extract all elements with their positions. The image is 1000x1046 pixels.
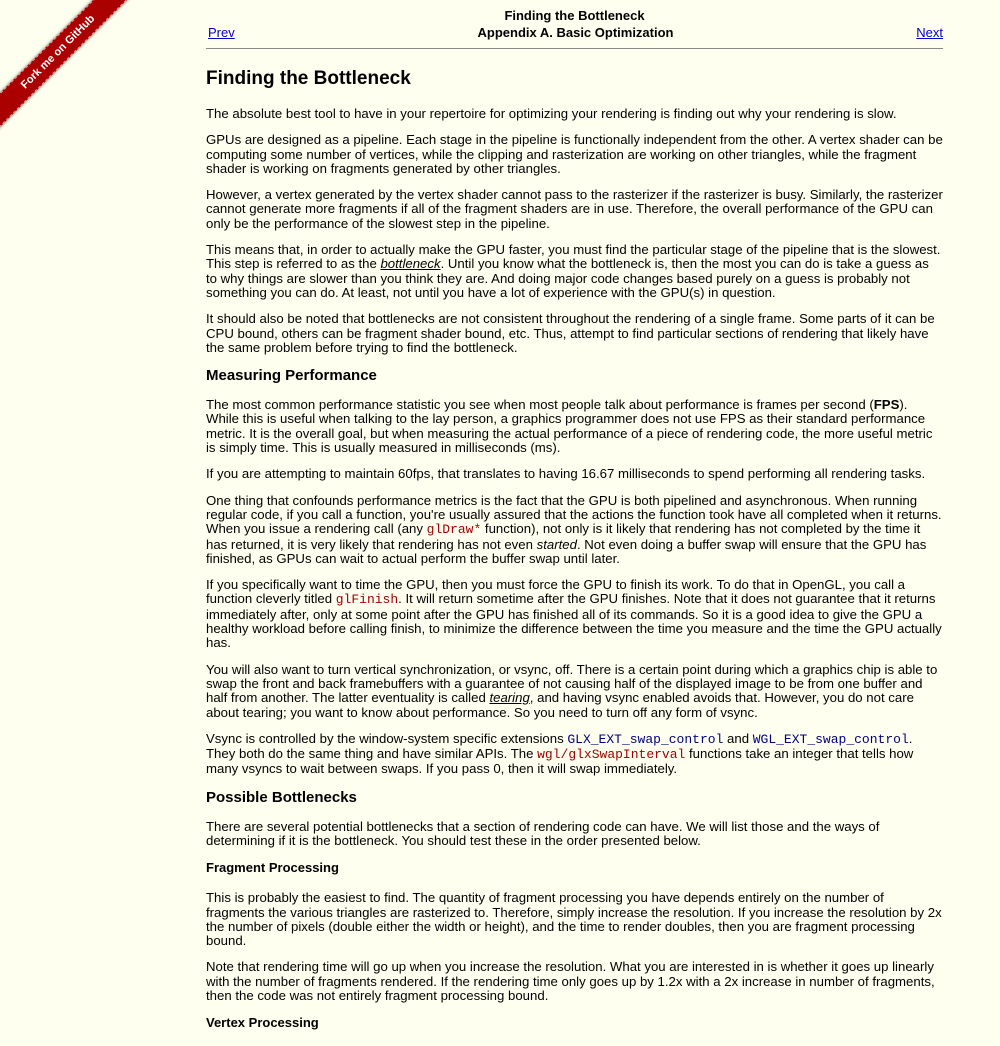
glossary-term-bottleneck: bottleneck xyxy=(380,256,441,272)
header-title: Finding the Bottleneck xyxy=(504,8,645,23)
paragraph xyxy=(206,494,943,566)
text-segment: . It will return sometime after the GPU finishes. Note that it does not guarantee that it returns immediately after, only at some point after the GPU has finished all of its commands. So it is a good idea to give the GPU a healthy workload before calling finish, to minimize the difference between the time you measure and the time the GPU actually has. xyxy=(206,591,942,651)
paragraph: It should also be noted that bottlenecks are not consistent throughout the rendering of a single frame. Some parts of it can be CPU bound, others can be fragment shader bound, etc. Thus, attempt to find particular sections of rendering that likely have the same problem before trying to find the bottleneck. xyxy=(206,311,935,355)
text-segment: . They both do the same thing and have similar APIs. The xyxy=(206,730,913,762)
paragraph: Note that rendering time will go up when you increase the resolution. What you are interested in is whether it goes up linearly with the number of fragments rendered. If the rendering time only goes up by 1.2x with a 2x increase in number of fragments, then the code was not entirely fragment processing bound. xyxy=(206,959,935,1004)
header-divider xyxy=(206,48,943,49)
paragraph xyxy=(206,663,943,720)
next-link[interactable]: Next xyxy=(916,25,943,40)
text-segment: . Until you know what the bottleneck is, then the most you can do is take a guess as to why things are slower than you think they are. And doing major code changes based purely on a guess is probably not something you can do. At least, not until you have a lot of experience with the GPU(s) in question. xyxy=(206,256,929,300)
code-swap-interval: wgl/glxSwapInterval xyxy=(537,747,686,763)
text-segment: ). While this is useful when talking to the lay person, a graphics programmer does not use FPS as their standard performance metric. It is the overall goal, but when measuring the actual performance of a piece of rendering code, the more useful metric is simply time. This is usually measured in milliseconds (ms). xyxy=(206,397,933,456)
text-segment: function), not only is it likely that rendering has not completed by the time it has returned, it is very likely that rendering has not even xyxy=(206,521,921,552)
paragraph: GPUs are designed as a pipeline. Each stage in the pipeline is functionally independent from the other. A vertex shader can be computing some number of vertices, while the clipping and rasterization are working on other triangles, while the fragment shader is working on fragments generated by other triangles. xyxy=(206,132,943,176)
acronym-fps: FPS xyxy=(873,397,900,413)
prev-link[interactable]: Prev xyxy=(208,25,235,40)
extension-glx-swap-control: GLX_EXT_swap_control xyxy=(567,731,724,747)
subsection-heading-fragment: Fragment Processing xyxy=(206,860,339,876)
paragraph xyxy=(206,732,943,777)
paragraph: This is probably the easiest to find. The quantity of fragment processing you have depends entirely on the number of fragments the various triangles are rasterized to. Therefore, simply increase the resolution. If you increase the resolution by 2x the number of pixels (double either the width or height), and the time to render doubles, then you are fragment processing bound. xyxy=(206,890,942,949)
header-subtitle: Appendix A. Basic Optimization xyxy=(477,25,674,40)
paragraph: The absolute best tool to have in your repertoire for optimizing your rendering is finding out why your rendering is slow. xyxy=(206,106,897,121)
code-gldraw: glDraw* xyxy=(426,522,482,538)
text-segment: You will also want to turn vertical synchronization, or vsync, off. There is a certain point during which a graphics chip is able to swap the front and back framebuffers with a guarantee of not causing half of the displayed image to be from one buffer and half from another. The latter eventuality is called xyxy=(206,661,938,706)
paragraph xyxy=(206,578,943,650)
text-segment: One thing that confounds performance metrics is the fact that the GPU is both pipelined and asynchronous. When running regular code, if you call a function, you're usually assured that the actions the function took have all completed when it returns. When you issue a rendering call (any xyxy=(206,492,942,537)
text-segment: If you specifically want to time the GPU, then you must force the GPU to finish its work. To do that in OpenGL, you call a function cleverly titled xyxy=(206,577,906,607)
emphasis-started: started xyxy=(536,536,577,552)
github-ribbon-container xyxy=(0,0,120,120)
text-segment: , and having vsync enabled avoids that. However, you do not care about tearing; you want to know about performance. So you need to turn off any form of vsync. xyxy=(206,690,914,720)
section-heading-measuring: Measuring Performance xyxy=(206,367,377,385)
code-glfinish: glFinish xyxy=(335,592,399,608)
paragraph xyxy=(206,398,943,455)
page-title: Finding the Bottleneck xyxy=(206,68,411,89)
text-segment: Vsync is controlled by the window-system specific extensions xyxy=(206,730,568,746)
paragraph: If you are attempting to maintain 60fps, that translates to having 16.67 milliseconds to spend performing all rendering tasks. xyxy=(206,466,926,482)
extension-wgl-swap-control: WGL_EXT_swap_control xyxy=(752,731,909,747)
paragraph: There are several potential bottlenecks that a section of rendering code can have. We will list those and the ways of determining if it is the bottleneck. You should test these in the order presented below. xyxy=(206,818,880,848)
page-header xyxy=(206,7,943,41)
header-nav-row xyxy=(206,24,943,41)
subsection-heading-vertex: Vertex Processing xyxy=(206,1015,319,1031)
main-content xyxy=(206,64,943,1046)
section-heading-bottlenecks: Possible Bottlenecks xyxy=(206,788,357,806)
glossary-term-tearing: tearing xyxy=(489,690,530,706)
text-segment: This means that, in order to actually make the GPU faster, you must find the particular stage of the pipeline that is the slowest. This step is referred to as the xyxy=(206,242,941,272)
text-segment: . Not even doing a buffer swap will ensure that the GPU has finished, as GPUs can wait to actual perform the buffer swap until later. xyxy=(206,536,927,566)
fork-on-github-link[interactable]: Fork me on GitHub xyxy=(0,0,144,138)
paragraph: However, a vertex generated by the vertex shader cannot pass to the rasterizer if the rasterizer is busy. Similarly, the rasterizer cannot generate more fragments if all of the fragment shaders are in use. Therefore, the overall performance of the GPU can only be the performance of the slowest step in the pipeline. xyxy=(206,187,943,231)
text-segment: The most common performance statistic you see when most people talk about performance is frames per second ( xyxy=(206,397,874,413)
text-segment: functions take an integer that tells how many vsyncs to wait between swaps. If you pass 0, then it will swap immediately. xyxy=(206,746,914,777)
text-segment: and xyxy=(723,730,753,746)
paragraph xyxy=(206,243,943,300)
